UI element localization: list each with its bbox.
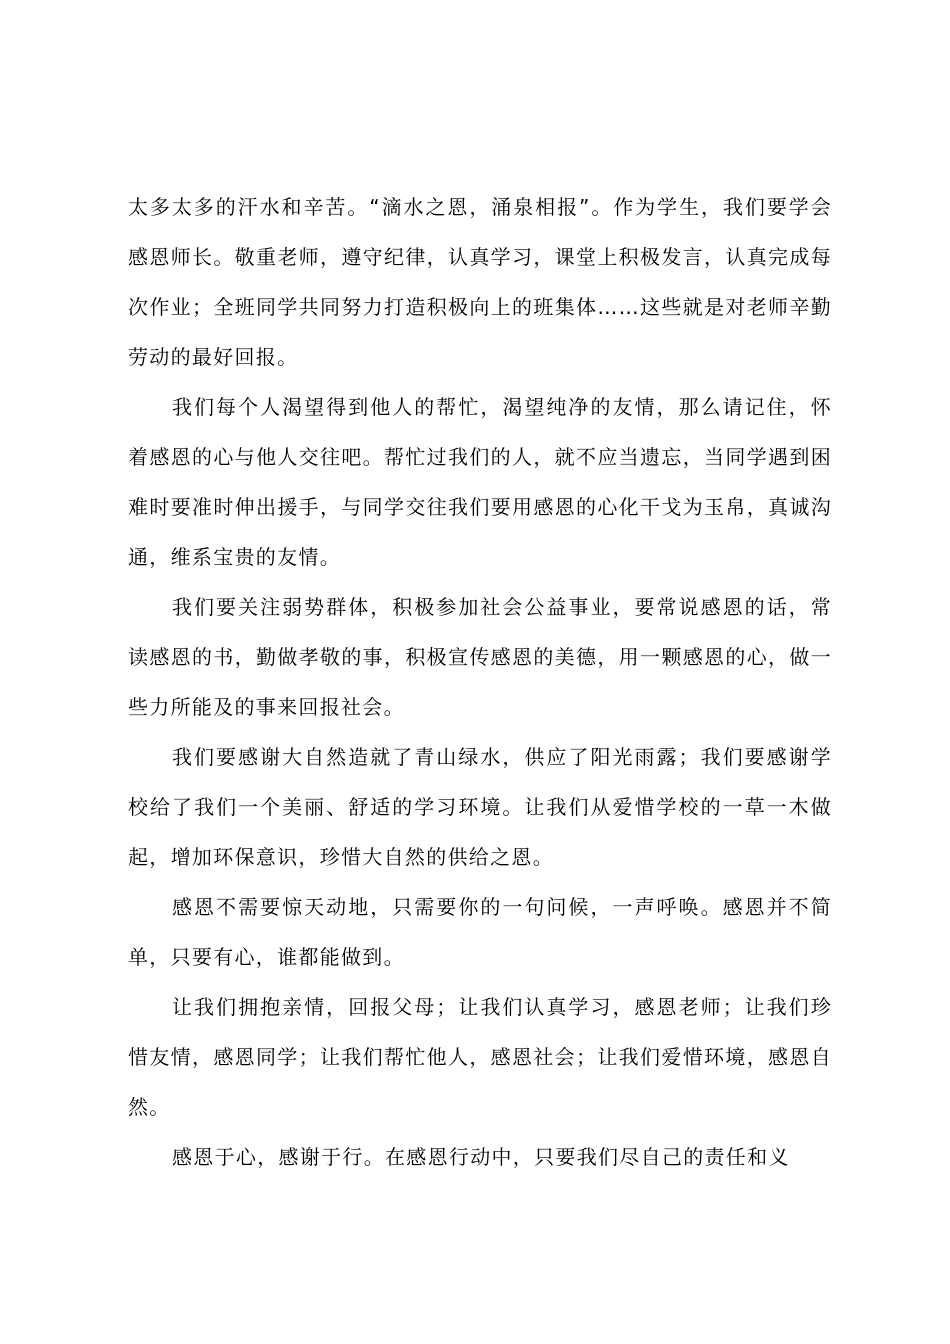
paragraph: 感恩于心，感谢于行。在感恩行动中，只要我们尽自己的责任和义 xyxy=(172,1145,790,1169)
paragraph: 我们要关注弱势群体，积极参加社会公益事业，要常说感恩的话，常读感恩的书，勤做孝敬的事，积极宣传感恩的美德，用一颗感恩的心，做一些力所能及的事来回报社会。 xyxy=(128,595,832,719)
paragraph: 感恩不需要惊天动地，只需要你的一句问候，一声呼唤。感恩并不简单，只要有心，谁都能做到。 xyxy=(128,895,832,969)
document-body xyxy=(128,182,832,1182)
paragraph: 让我们拥抱亲情，回报父母；让我们认真学习，感恩老师；让我们珍惜友情，感恩同学；让我们帮忙他人，感恩社会；让我们爱惜环境，感恩自然。 xyxy=(128,995,832,1119)
paragraph: 我们要感谢大自然造就了青山绿水，供应了阳光雨露；我们要感谢学校给了我们一个美丽、舒适的学习环境。让我们从爱惜学校的一草一木做起，增加环保意识，珍惜大自然的供给之恩。 xyxy=(128,745,832,869)
paragraph: 我们每个人渴望得到他人的帮忙，渴望纯净的友情，那么请记住，怀着感恩的心与他人交往吧。帮忙过我们的人，就不应当遗忘，当同学遇到困难时要准时伸出援手，与同学交往我们要用感恩的心化干戈为玉帛，真诚沟通，维系宝贵的友情。 xyxy=(128,395,832,569)
paragraph-continued: 太多太多的汗水和辛苦。“滴水之恩，涌泉相报”。作为学生，我们要学会感恩师长。敬重老师，遵守纪律，认真学习，课堂上积极发言，认真完成每次作业；全班同学共同努力打造积极向上的班集体……这些就是对老师辛勤劳动的最好回报。 xyxy=(128,195,832,369)
